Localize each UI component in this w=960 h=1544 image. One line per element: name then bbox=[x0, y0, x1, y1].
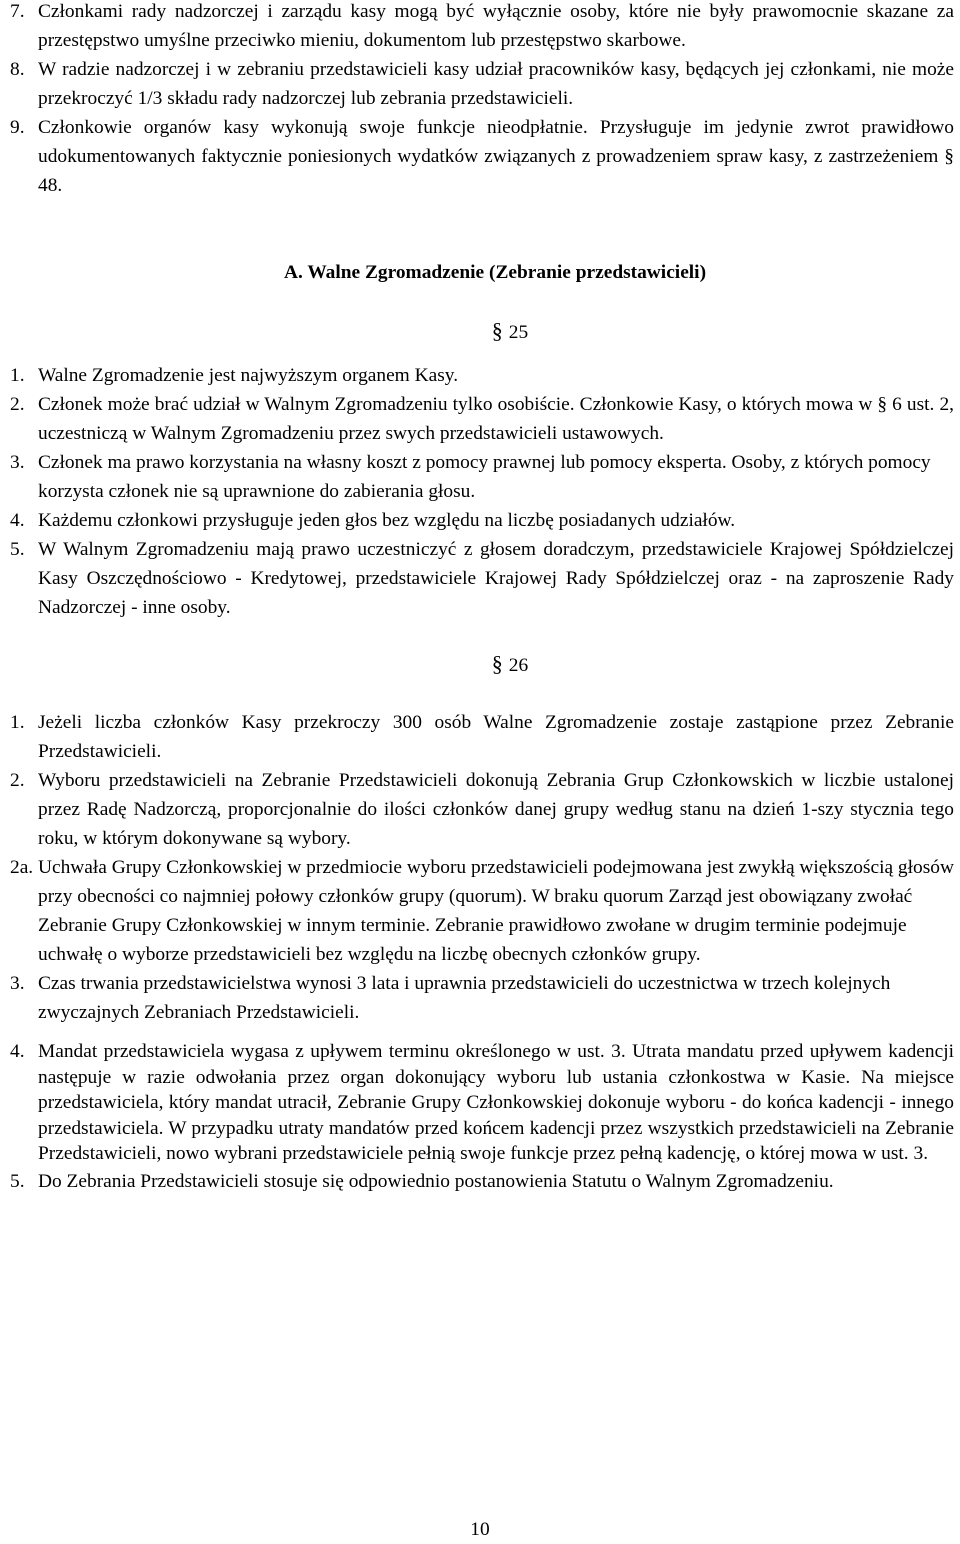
section-heading: A. Walne Zgromadzenie (Zebranie przedstawicieli) bbox=[283, 262, 707, 283]
item-number: 2a. bbox=[10, 857, 34, 878]
item-text: Do Zebrania Przedstawicieli stosuje się odpowiednio postanowienia Statutu o Walnym Zgromadzeniu. bbox=[38, 1170, 834, 1192]
item-number: 2. bbox=[10, 770, 25, 791]
item-text: Uchwała Grupy Członkowskiej w przedmiocie wyboru przedstawicieli podejmowana jest zwykłą większością głosów przy obecności co najmniej połowy członków grupy (quorum). W braku quorum Zarząd jest obowiązany zwołać Zebranie Grupy Członkowskiej w innym terminie. Zebranie prawidłowo zwołane w drugim terminie podejmuje uchwałę o wyborze przedstawicieli bez względu na liczbę obecnych członków grupy. bbox=[38, 857, 954, 965]
item-number: 9. bbox=[10, 117, 25, 138]
item-text: Członek może brać udział w Walnym Zgromadzeniu tylko osobiście. Członkowie Kasy, o których mowa w § 6 ust. 2, uczestniczą w Walnym Zgromadzeniu przez swych przedstawicieli ustawowych. bbox=[38, 394, 954, 444]
paragraph-26-heading bbox=[10, 649, 954, 680]
paragraph-25-list bbox=[10, 361, 954, 622]
item-text: Mandat przedstawiciela wygasa z upływem terminu określonego w ust. 3. Utrata mandatu przed upływem kadencji następuje w razie odwołania przez organ dokonujący wyboru lub ustania członkostwa w Kasie. Na miejsce przedstawiciela, który mandat utracił, Zebranie Grupy Członkowskiej dokonuje wyboru - do końca kadencji - innego przedstawiciela. W przypadku utraty mandatów przed końcem kadencji przez wszystkich przedstawicieli na Zebranie Przedstawicieli, nowo wybrani przedstawiciele pełnią swoje funkcje przez pełną kadencję, o której mowa w ust. 3. bbox=[38, 1041, 954, 1164]
item-number: 4. bbox=[10, 1041, 25, 1062]
paragraph-25-heading bbox=[10, 316, 954, 347]
item-text: Członek ma prawo korzystania na własny koszt z pomocy prawnej lub pomocy eksperta. Osoby, z których pomocy korzysta członek nie są uprawnione do zabierania głosu. bbox=[38, 452, 931, 502]
list-item bbox=[10, 535, 954, 622]
item-number: 7. bbox=[10, 1, 25, 22]
page-number: 10 bbox=[470, 1519, 490, 1540]
list-item bbox=[10, 55, 954, 113]
list-item bbox=[10, 448, 954, 506]
section-sign: § bbox=[491, 318, 503, 343]
list-item bbox=[10, 113, 954, 200]
paragraph-number: 25 bbox=[508, 322, 529, 343]
item-number: 8. bbox=[10, 59, 25, 80]
item-number: 2. bbox=[10, 394, 25, 415]
item-number: 5. bbox=[10, 1170, 25, 1192]
item-text: Członkowie organów kasy wykonują swoje funkcje nieodpłatnie. Przysługuje im jedynie zwrot prawidłowo udokumentowanych faktycznie poniesionych wydatków związanych z prowadzeniem spraw kasy, z zastrzeżeniem § 48. bbox=[38, 117, 954, 196]
paragraph-26-list bbox=[10, 708, 954, 1196]
list-item bbox=[10, 361, 954, 390]
list-item bbox=[10, 969, 954, 1027]
list-item bbox=[10, 0, 954, 55]
list-item bbox=[10, 1167, 954, 1196]
paragraph-number: 26 bbox=[508, 655, 529, 676]
item-text: Członkami rady nadzorczej i zarządu kasy mogą być wyłącznie osoby, które nie były prawomocnie skazane za przestępstwo umyślne przeciwko mieniu, dokumentom lub przestępstwo skarbowe. bbox=[38, 1, 954, 51]
section-sign: § bbox=[491, 651, 503, 676]
list-item bbox=[10, 1039, 954, 1167]
item-number: 1. bbox=[10, 712, 25, 733]
item-number: 3. bbox=[10, 452, 25, 473]
list-item bbox=[10, 708, 954, 766]
item-number: 1. bbox=[10, 365, 25, 386]
item-number: 4. bbox=[10, 510, 25, 531]
item-text: Czas trwania przedstawicielstwa wynosi 3 lata i uprawnia przedstawicieli do uczestnictwa w trzech kolejnych zwyczajnych Zebraniach Przedstawicieli. bbox=[38, 973, 891, 1023]
item-text: W radzie nadzorczej i w zebraniu przedstawicieli kasy udział pracowników kasy, będących jej członkami, nie może przekroczyć 1/3 składu rady nadzorczej lub zebrania przedstawicieli. bbox=[38, 59, 954, 109]
item-text: Jeżeli liczba członków Kasy przekroczy 300 osób Walne Zgromadzenie zostaje zastąpione przez Zebranie Przedstawicieli. bbox=[38, 712, 954, 762]
item-number: 5. bbox=[10, 539, 25, 560]
item-text: W Walnym Zgromadzeniu mają prawo uczestniczyć z głosem doradczym, przedstawiciele Krajowej Spółdzielczej Kasy Oszczędnościowo - Kredytowej, przedstawiciele Krajowej Rady Spółdzielczej oraz - na zaproszenie Rady Nadzorczej - inne osoby. bbox=[38, 539, 954, 618]
list-item bbox=[10, 506, 954, 535]
item-number: 3. bbox=[10, 973, 25, 994]
list-item bbox=[10, 390, 954, 448]
item-text: Każdemu członkowi przysługuje jeden głos bez względu na liczbę posiadanych udziałów. bbox=[38, 510, 736, 531]
item-text: Walne Zgromadzenie jest najwyższym organem Kasy. bbox=[38, 365, 459, 386]
top-list bbox=[10, 0, 954, 200]
list-item bbox=[10, 853, 954, 969]
item-text: Wyboru przedstawicieli na Zebranie Przedstawicieli dokonują Zebrania Grup Członkowskich w liczbie ustalonej przez Radę Nadzorczą, proporcjonalnie do ilości członków danej grupy według stanu na dzień 1-szy stycznia tego roku, w którym dokonywane są wybory. bbox=[38, 770, 954, 849]
list-item bbox=[10, 766, 954, 853]
